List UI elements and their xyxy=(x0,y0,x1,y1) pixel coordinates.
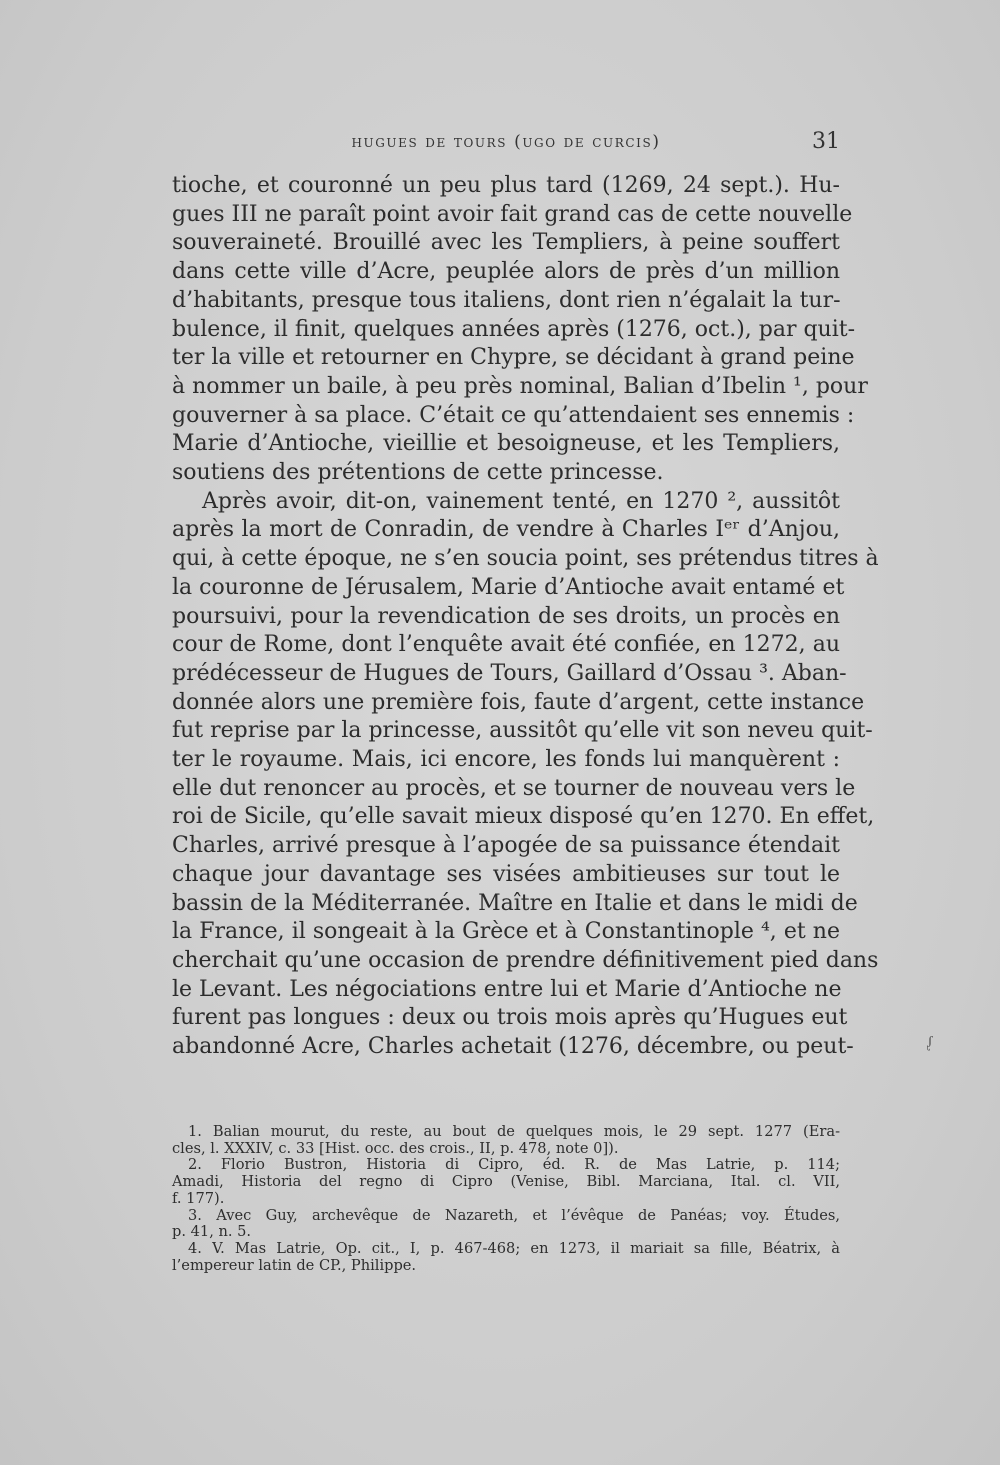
page-number: 31 xyxy=(812,129,840,154)
footnote-line: l’empereur latin de CP., Philippe. xyxy=(172,1256,417,1274)
margin-mark: ᶘ xyxy=(927,1032,935,1051)
footnote-line: 1. Balian mourut, du reste, au bout de quelques mois, le 29 sept. 1277 (Era- xyxy=(188,1123,840,1140)
text-line: fut reprise par la princesse, aussitôt qu’elle vit son neveu quit- xyxy=(172,718,873,744)
text-line: poursuivi, pour la revendication de ses droits, un procès en xyxy=(172,603,840,629)
text-line: dans cette ville d’Acre, peuplée alors de près d’un million xyxy=(172,259,840,285)
text-line: ter la ville et retourner en Chypre, se décidant à grand peine xyxy=(172,345,855,371)
text-line: elle dut renoncer au procès, et se tourner de nouveau vers le xyxy=(172,775,856,801)
running-title: hugues de tours (ugo de curcis) xyxy=(351,132,661,152)
text-line: furent pas longues : deux ou trois mois après qu’Hugues eut xyxy=(172,1005,848,1031)
footnote-line: 3. Avec Guy, archevêque de Nazareth, et l’évêque de Panéas; voy. Études, xyxy=(188,1206,840,1224)
footnotes xyxy=(172,1124,840,1274)
text-line: le Levant. Les négociations entre lui et Marie d’Antioche ne xyxy=(172,976,842,1002)
footnote-line: cles, l. XXXIV, c. 33 [Hist. occ. des crois., II, p. 478, note 0]). xyxy=(172,1139,619,1157)
text-line: souveraineté. Brouillé avec les Templiers, à peine souffert xyxy=(172,230,840,256)
text-line: bulence, il finit, quelques années après (1276, oct.), par quit- xyxy=(172,316,856,342)
text-line: ter le royaume. Mais, ici encore, les fonds lui manquèrent : xyxy=(172,747,840,773)
footnote-line: p. 41, n. 5. xyxy=(172,1223,252,1241)
text-line: la couronne de Jérusalem, Marie d’Antioche avait entamé et xyxy=(172,574,845,600)
text-line: d’habitants, presque tous italiens, dont rien n’égalait la tur- xyxy=(172,287,841,313)
text-line: après la mort de Conradin, de vendre à Charles Iᵉʳ d’Anjou, xyxy=(172,517,840,543)
text-line: donnée alors une première fois, faute d’argent, cette instance xyxy=(172,689,865,715)
text-line: la France, il songeait à la Grèce et à Constantinople ⁴, et ne xyxy=(172,919,840,945)
text-line: à nommer un baile, à peu près nominal, Balian d’Ibelin ¹, pour xyxy=(172,373,868,399)
footnote-line: 4. V. Mas Latrie, Op. cit., I, p. 467-468; en 1273, il mariait sa fille, Béatrix, à xyxy=(188,1239,840,1257)
body-text xyxy=(172,172,879,1062)
footnote-line: Amadi, Historia del regno di Cipro (Venise, Bibl. Marciana, Ital. cl. VII, xyxy=(172,1173,840,1191)
text-line: cour de Rome, dont l’enquête avait été confiée, en 1272, au xyxy=(172,632,840,658)
text-line: chaque jour davantage ses visées ambitieuses sur tout le xyxy=(172,861,840,887)
text-line: Charles, arrivé presque à l’apogée de sa puissance étendait xyxy=(172,833,840,859)
running-head xyxy=(172,129,840,162)
text-line: gouverner à sa place. C’était ce qu’attendaient ses ennemis : xyxy=(172,402,855,428)
text-line: bassin de la Méditerranée. Maître en Italie et dans le midi de xyxy=(172,890,858,916)
text-line: Marie d’Antioche, vieillie et besoigneuse, et les Templiers, xyxy=(172,431,840,457)
footnote-line: 2. Florio Bustron, Historia di Cipro, éd. R. de Mas Latrie, p. 114; xyxy=(188,1156,840,1174)
text-line: prédécesseur de Hugues de Tours, Gaillard d’Ossau ³. Aban- xyxy=(172,660,847,686)
text-line: cherchait qu’une occasion de prendre définitivement pied dans xyxy=(172,947,879,973)
text-line: Après avoir, dit-on, vainement tenté, en 1270 ², aussitôt xyxy=(202,488,840,514)
footnote-line: f. 177). xyxy=(172,1189,225,1207)
text-line: roi de Sicile, qu’elle savait mieux disposé qu’en 1270. En effet, xyxy=(172,804,875,830)
text-line: tioche, et couronné un peu plus tard (1269, 24 sept.). Hu- xyxy=(172,173,840,198)
text-line: qui, à cette époque, ne s’en soucia point, ses prétendus titres à xyxy=(172,546,879,572)
text-line: abandonné Acre, Charles achetait (1276, décembre, ou peut- xyxy=(172,1034,854,1060)
text-line: gues III ne paraît point avoir fait grand cas de cette nouvelle xyxy=(172,201,853,227)
text-line: soutiens des prétentions de cette princesse. xyxy=(172,460,664,486)
